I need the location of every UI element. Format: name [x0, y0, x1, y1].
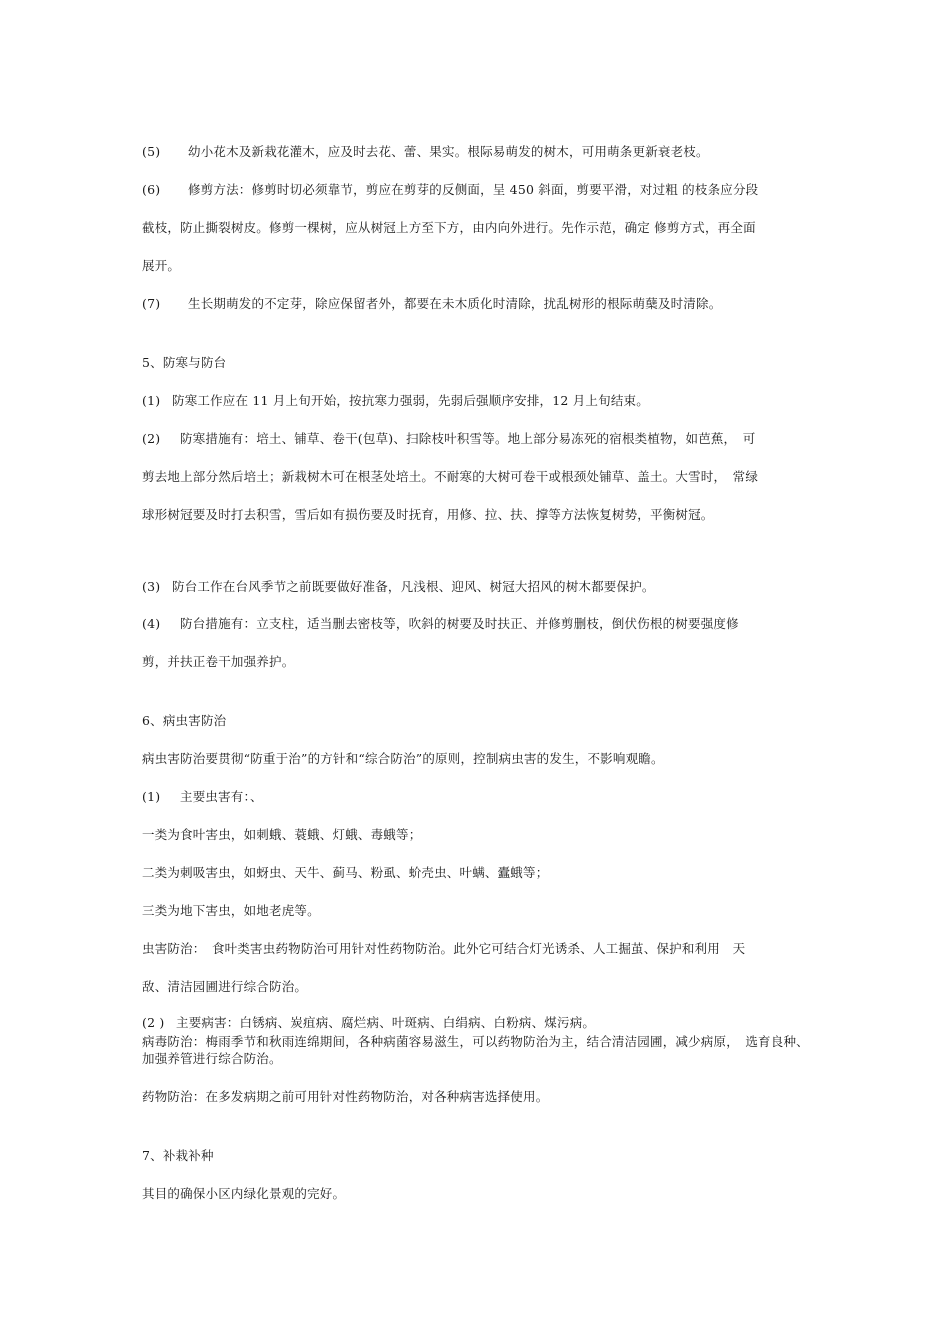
section-heading-5: 5、防寒与防台: [142, 355, 227, 370]
item-text: 防台工作在台风季节之前既要做好准备，凡浅根、迎风、树冠大招风的树木都要保护。: [172, 579, 655, 594]
item-7: [142, 296, 817, 312]
item-number: (2 ): [142, 1015, 165, 1030]
item-5-3: [142, 579, 817, 595]
pest-control-line-2: 敌、清洁园圃进行综合防治。: [142, 979, 308, 994]
item-5-4-line-1: [142, 616, 817, 632]
item-text: 主要虫害有：、: [180, 789, 263, 804]
virus-control-text: 病毒防治：梅雨季节和秋雨连绵期间，各种病菌容易滋生，可以药物防治为主，结合清洁园圃，减少病原， 选育良种、加强养管进行综合防治。: [142, 1034, 809, 1066]
item-5-1: [142, 393, 817, 409]
pest-type-3: 三类为地下害虫，如地老虎等。: [142, 903, 320, 918]
item-number: (6): [142, 182, 161, 197]
item-text: 生长期萌发的不定芽，除应保留者外，都要在未木质化时清除，扰乱树形的根际萌蘖及时清除。: [188, 296, 722, 311]
item-number: (2): [142, 431, 161, 446]
item-text: 防寒工作应在 11 月上旬开始，按抗寒力强弱，先弱后强顺序安排，12 月上旬结束。: [172, 393, 649, 408]
pest-type-2: 二类为刺吸害虫，如蚜虫、天牛、蓟马、粉虱、蚧壳虫、叶螨、蠹蛾等；: [142, 865, 549, 880]
item-text: 幼小花木及新栽花灌木，应及时去花、蕾、果实。根际易萌发的树木，可用萌条更新衰老枝。: [188, 144, 709, 159]
item-number: (1): [142, 789, 161, 804]
item-5-2-line-3: 球形树冠要及时打去积雪，雪后如有损伤要及时抚育，用修、拉、扶、撑等方法恢复树势，平衡树冠。: [142, 507, 714, 522]
item-6-line-1: [142, 182, 817, 198]
item-number: (3): [142, 579, 161, 594]
item-6-1: [142, 789, 817, 805]
item-text: 修剪方法：修剪时切必须靠节，剪应在剪芽的反侧面，呈 450 斜面，剪要平滑，对过粗 的枝条应分段: [188, 182, 759, 197]
item-6-line-3: 展开。: [142, 258, 181, 273]
item-number: (1): [142, 393, 161, 408]
item-number: (4): [142, 616, 161, 631]
pest-control-line-1: 虫害防治： 食叶类害虫药物防治可用针对性药物防治。此外它可结合灯光诱杀、人工掘茧、保护和利用 天: [142, 941, 746, 956]
item-5-2-line-2: 剪去地上部分然后培土；新栽树木可在根茎处培土。不耐寒的大树可卷干或根颈处铺草、盖土。大雪时， 常绿: [142, 469, 759, 484]
pest-type-1: 一类为食叶害虫，如刺蛾、蓑蛾、灯蛾、毒蛾等；: [142, 827, 422, 842]
drug-control-text: 药物防治：在多发病期之前可用针对性药物防治，对各种病害选择使用。: [142, 1089, 549, 1104]
section-6-intro: 病虫害防治要贯彻“防重于治”的方针和“综合防治”的原则，控制病虫害的发生，不影响观瞻。: [142, 751, 664, 766]
item-text: 防寒措施有：培土、铺草、卷干(包草)、扫除枝叶积雪等。地上部分易冻死的宿根类植物，如芭蕉， 可: [180, 431, 756, 446]
item-number: (5): [142, 144, 161, 159]
section-heading-7: 7、补栽补种: [142, 1148, 214, 1163]
item-text: 防台措施有：立支柱，适当删去密枝等，吹斜的树要及时扶正、并修剪删枝，倒伏伤根的树要强度修: [180, 616, 739, 631]
section-heading-6: 6、病虫害防治: [142, 713, 227, 728]
item-number: (7): [142, 296, 161, 311]
item-6-line-2: 截枝，防止撕裂树皮。修剪一棵树，应从树冠上方至下方，由内向外进行。先作示范，确定 修剪方式，再全面: [142, 220, 756, 235]
section-7-text: 其目的确保小区内绿化景观的完好。: [142, 1186, 346, 1201]
item-6-2: [142, 1015, 817, 1031]
item-text: 主要病害：白锈病、炭疽病、腐烂病、叶斑病、白绢病、白粉病、煤污病。: [176, 1015, 596, 1030]
item-5: [142, 144, 817, 160]
item-5-4-line-2: 剪，并扶正卷干加强养护。: [142, 654, 295, 669]
item-5-2-line-1: [142, 431, 817, 447]
